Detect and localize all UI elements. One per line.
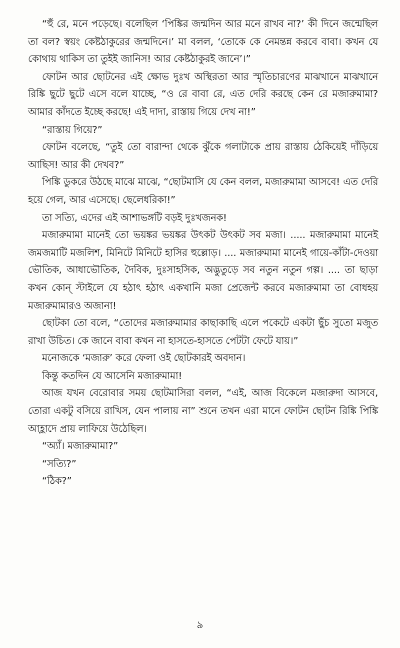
paragraph: মজারুমামা মানেই তো ভয়ঙ্কর ভয়ঙ্কর উৎকট উৎকট সব মজা। ..... মজারুমামা মানেই জমজমাটি মজলিশ, মিনিটে মিনিটে হাসির হুল্লোড়। .... মজারুমামা মানেই গায়ে-কাঁটা-দেওয়া ভৌতিক, আধাভৌতিক, দৈবিক, দুঃসাহসিক, অদ্ভুতুড়ে সব নতুন নতুন গল্প। .... তা ছাড়া কখন কোন্ স্টাইলে যে হঠাৎ হঠাৎ একখানি মজা প্রেজেন্ট করবে মজারুমামা তা বোধহয় মজারুমামারও অজানা! <box>28 230 378 312</box>
paragraph: “অ্যাঁ। মজারুমামা?” <box>42 441 119 453</box>
page-number: ৯ <box>196 620 204 631</box>
paragraph: “সত্যি?” <box>42 458 77 470</box>
paragraph: ফোটন আর ছোটনের এই ক্ষোভ দুঃখ অস্থিরতা আর স্মৃতিচারণের মাঝখানে মাঝখানে রিঙ্কি ছুটে ছুটে এসে বলে যাচ্ছে, “ও রে বাবা রে, এত দেরি করছে কেন রে মজারুমামা? আমার কাঁদতে ইচ্ছে করছে! এই দাদা, রাস্তায় গিয়ে দেখ না!” <box>28 71 378 118</box>
paragraph: ফোটন বলেছে, “তুই তো বারান্দা থেকে ঝুঁকে গলাটাকে প্রায় রাস্তায় ঠেকিয়েই দাঁড়িয়ে আছিস! আর কী দেখব?” <box>28 142 378 171</box>
paragraph: পিঙ্কি ডুকরে উঠছে মাঝে মাঝে, “ছোটমাসি যে কেন বলল, মজারুমামা আসবে! এত দেরি হয়ে গেল, আর এসেছে। ছেলেধরিকা!” <box>28 177 378 206</box>
paragraph: তা সত্যি, এদের এই আশাভঙ্গটি বড়ই দুঃখজনক! <box>42 212 227 224</box>
paragraph: কিন্তু কতদিন যে আসেনি মজারুমামা! <box>42 370 183 382</box>
paragraph: “রাস্তায় গিয়ে?” <box>42 124 103 136</box>
paragraph: “হুঁ রে, মনে পড়েছে। বলেছিল ‘পিঙ্কির জন্মদিন আর মনে রাখব না?’ কী দিনে জন্মেছিল তা বল? স্বয়ং কেষ্টঠাকুরের জন্মদিনে।’ মা বলল, ‘তোকে কে নেমন্তন্ন করবে বাবা। কখন যে কোথায় থাকিস তা তুইই জানিস! আর কেষ্টঠাকুরই জানে’।” <box>28 19 378 66</box>
body-text <box>28 16 378 491</box>
paragraph: “ঠিক?” <box>42 476 72 488</box>
paragraph: মনোজকে ‘মজারু’ করে ফেলা ওই ছোটকারই অবদান। <box>42 353 246 365</box>
paragraph: ছোটকা তো বলে, “তোদের মজারুমামার কাছাকাছি এলে পকেটে একটা ছুঁচ সুতো মজুত রাখা উচিত। কে জানে বাবা কখন না হাসতে-হাসতে পেটটা ফেটে যায়।” <box>28 318 378 347</box>
paragraph: আজ যখন বেরোবার সময় ছোটমাসিরা বলল, “এই, আজ বিকেলে মজারুদা আসবে, তোরা একটু বসিয়ে রাখিস, যেন পালায় না” শুনে তখন এরা মানে ফোটন ছোটন রিঙ্কি পিঙ্কি আহ্লাদে প্রায় লাফিয়ে উঠেছিল। <box>28 388 378 435</box>
